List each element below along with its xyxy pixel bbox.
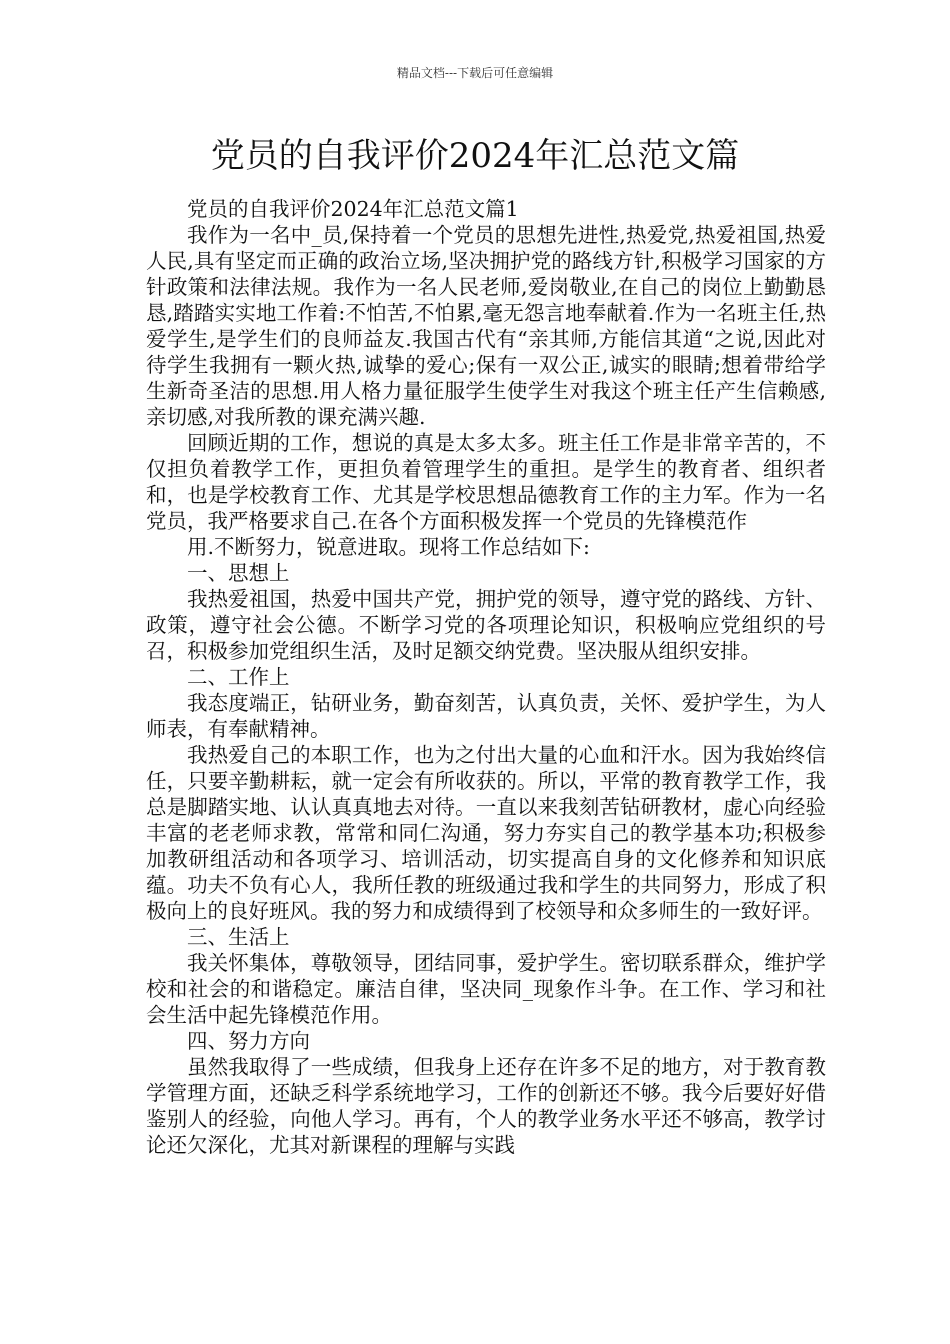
paragraph: 我热爱祖国，热爱中国共产党，拥护党的领导，遵守党的路线、方针、政策，遵守社会公德。不断学习党的各项理论知识，积极响应党组织的号召，积极参加党组织生活，及时足额交纳党费。坚决服从组织安排。	[146, 587, 826, 663]
header-note: 精品文档---下载后可任意编辑	[396, 66, 554, 80]
document-title: 党员的自我评价2024年汇总范文篇	[210, 136, 740, 176]
document-body	[146, 196, 826, 1158]
paragraph: 回顾近期的工作，想说的真是太多太多。班主任工作是非常辛苦的，不仅担负着教学工作，更担负着管理学生的重担。是学生的教育者、组织者和，也是学校教育工作、尤其是学校思想品德教育工作的主力军。作为一名党员，我严格要求自己.在各个方面积极发挥一个党员的先锋模范作	[146, 431, 826, 533]
paragraph: 我热爱自己的本职工作，也为之付出大量的心血和汗水。因为我始终信任，只要辛勤耕耘，就一定会有所收获的。所以，平常的教育教学工作，我总是脚踏实地、认认真真地去对待。一直以来我刻苦钻研教材，虚心向经验丰富的老老师求教，常常和同仁沟通，努力夯实自己的教学基本功;积极参加教研组活动和各项学习、培训活动，切实提高自身的文化修养和知识底蕴。功夫不负有心人，我所任教的班级通过我和学生的共同努力，形成了积极向上的良好班风。我的努力和成绩得到了校领导和众多师生的一致好评。	[146, 743, 826, 923]
paragraph: 我态度端正，钻研业务，勤奋刻苦，认真负责，关怀、爱护学生，为人师表，有奉献精神。	[146, 691, 826, 741]
paragraph: 用.不断努力，锐意进取。现将工作总结如下:	[187, 535, 590, 559]
section-heading: 三、生活上	[187, 925, 290, 949]
section-heading: 四、努力方向	[187, 1029, 310, 1053]
section-heading: 二、工作上	[187, 665, 290, 689]
paragraph: 党员的自我评价2024年汇总范文篇1	[187, 197, 519, 221]
paragraph: 我关怀集体，尊敬领导，团结同事，爱护学生。密切联系群众，维护学校和社会的和谐稳定。廉洁自律，坚决同_现象作斗争。在工作、学习和社会生活中起先锋模范作用。	[146, 951, 826, 1027]
section-heading: 一、思想上	[187, 561, 290, 585]
paragraph: 虽然我取得了一些成绩，但我身上还存在许多不足的地方，对于教育教学管理方面，还缺乏科学系统地学习，工作的创新还不够。我今后要好好借鉴别人的经验，向他人学习。再有，个人的教学业务水平还不够高，教学讨论还欠深化，尤其对新课程的理解与实践	[146, 1055, 826, 1157]
paragraph: 我作为一名中_员,保持着一个党员的思想先进性,热爱党,热爱祖国,热爱人民,具有坚定而正确的政治立场,坚决拥护党的路线方针,积极学习国家的方针政策和法律法规。我作为一名人民老师,爱岗敬业,在自己的岗位上勤勤恳恳,踏踏实实地工作着:不怕苦,不怕累,毫无怨言地奉献着.作为一名班主任,热爱学生,是学生们的良师益友.我国古代有“亲其师,方能信其道“之说,因此对待学生我拥有一颗火热,诚挚的爱心;保有一双公正,诚实的眼睛;想着带给学生新奇圣洁的思想.用人格力量征服学生使学生对我这个班主任产生信赖感,亲切感,对我所教的课充满兴趣.	[146, 223, 826, 429]
